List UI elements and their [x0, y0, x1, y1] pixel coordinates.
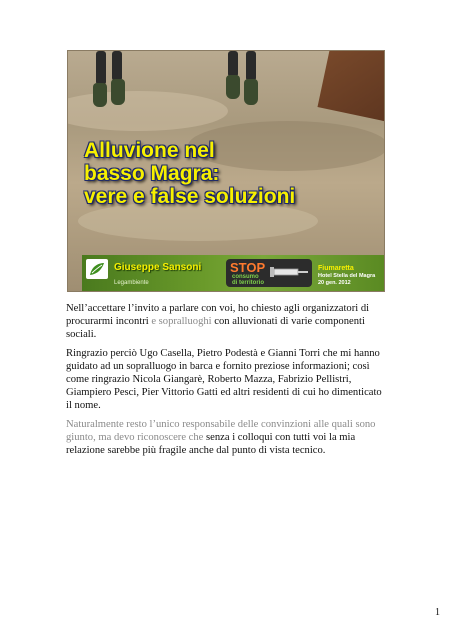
text-run: Nell’accettare l’invito a parlare con voi, ho chiesto agli organizzatori di procurarmi incontri	[66, 303, 370, 327]
text-run: senza i colloqui con tutti voi la mia relazione sarebbe più fragile anche dal punto di vista tecnico.	[66, 432, 356, 456]
person-leg	[112, 51, 122, 81]
body-text	[66, 302, 384, 463]
event-location: Fiumaretta	[318, 265, 354, 272]
slide-image	[67, 50, 385, 292]
person-leg	[96, 51, 106, 85]
mud-texture	[67, 91, 228, 131]
rubber-boot	[93, 83, 107, 107]
slide-title	[84, 139, 344, 208]
event-info	[318, 264, 378, 287]
stop-subtitle-line: di territorio	[232, 280, 265, 286]
paragraph-responsibility	[66, 418, 384, 457]
slide-title-line: basso Magra:	[84, 162, 220, 185]
stop-word: STOP	[230, 260, 266, 275]
paragraph-thanks: Ringrazio perciò Ugo Casella, Pietro Podestà e Gianni Torri che mi hanno guidato ad un sopralluogo in barca e fornito preziose informazioni; così come ringrazio Nicola Giangarè, Roberto Mazza, Fabrizio Pellistri, Giampiero Pesci, Pier Vittorio Gatti ed altri residenti di cui ho dimenticato il nome.	[66, 348, 382, 411]
text-run-gray: e sopralluoghi	[151, 316, 212, 327]
person-leg	[246, 51, 256, 81]
stop-consumo-badge	[226, 259, 312, 287]
event-date: 20 gen. 2012	[318, 280, 351, 286]
text-run: con alluvionati di varie componenti sociali.	[66, 316, 365, 340]
rubber-boot	[244, 79, 258, 105]
rubber-boot	[111, 79, 125, 105]
organization-name: Legambiente	[114, 280, 149, 286]
slide-title-line: vere e false soluzioni	[84, 185, 296, 208]
paragraph-invitation	[66, 302, 384, 341]
rubber-boot	[226, 75, 240, 99]
page-number: 1	[435, 607, 440, 618]
stop-subtitle-line: consumo	[232, 274, 259, 280]
wooden-panel	[317, 50, 385, 122]
person-leg	[228, 51, 238, 77]
syringe-icon	[270, 265, 310, 279]
event-venue: Hotel Stella del Magra	[318, 273, 376, 279]
stop-subtitle	[232, 274, 264, 286]
presenter-name: Giuseppe Sansoni	[114, 262, 202, 273]
slide-title-line: Alluvione nel	[84, 139, 215, 162]
text-run-gray: Naturalmente resto l’unico responsabile delle convinzioni alle quali sono giunto, ma devo riconoscere che	[66, 419, 376, 443]
legambiente-logo	[86, 259, 108, 279]
